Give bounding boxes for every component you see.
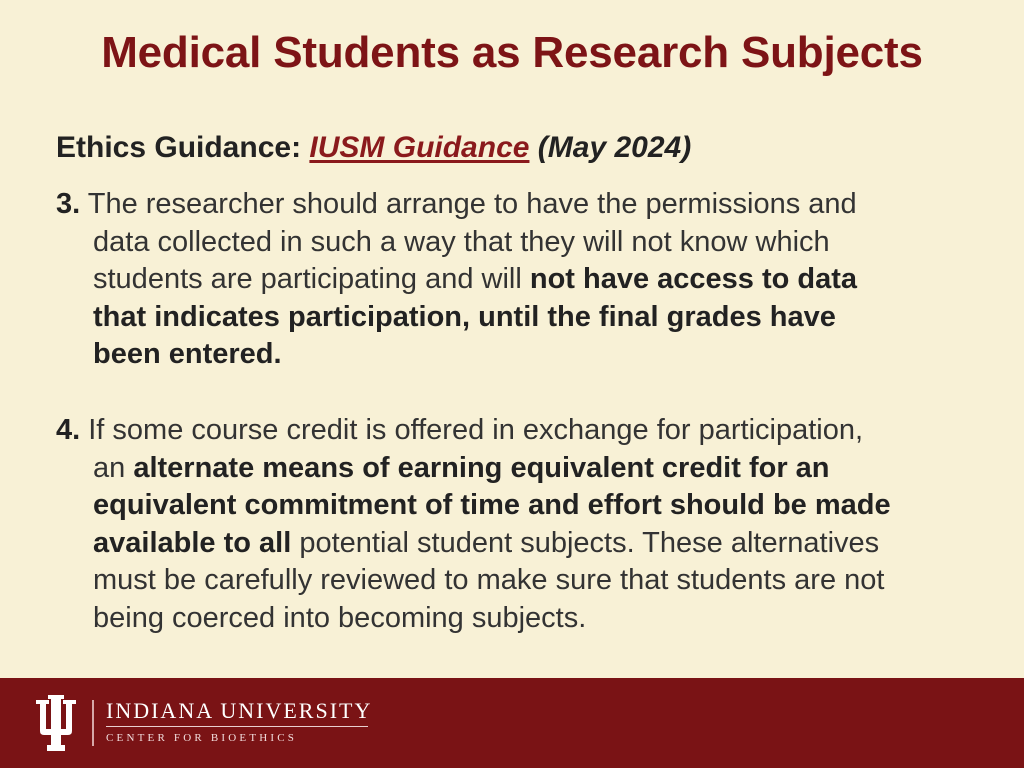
item-emphasis: alternate means of earning equivalent credit for an: [133, 451, 830, 484]
item-emphasis-line: been entered.: [93, 338, 282, 371]
logo-divider: [92, 700, 94, 746]
item-text: an: [93, 451, 134, 484]
slide-title: Medical Students as Research Subjects: [101, 28, 923, 77]
guidance-date: (May 2024): [537, 131, 692, 164]
logo-underline: [106, 726, 368, 727]
item-text: The researcher should arrange to have the permissions and: [87, 188, 857, 220]
center-name: CENTER FOR BIOETHICS: [106, 732, 298, 744]
footer-band: [0, 678, 1024, 768]
item-emphasis: available to all: [93, 526, 292, 559]
item-text: potential student subjects. These alternatives: [291, 526, 880, 559]
item-number: 3.: [56, 188, 81, 220]
guidance-item-3: [56, 186, 966, 374]
item-emphasis-line: that indicates participation, until the final grades have: [93, 300, 836, 333]
item-emphasis: not have access to data: [529, 263, 858, 296]
ethics-guidance-heading: [56, 131, 691, 165]
guidance-item-4: [56, 412, 966, 638]
item-emphasis-line: equivalent commitment of time and effort should be made: [93, 489, 891, 522]
item-line: must be carefully reviewed to make sure that students are not: [93, 564, 885, 597]
item-line: data collected in such a way that they will not know which: [93, 225, 830, 258]
item-text: If some course credit is offered in exchange for participation,: [88, 414, 864, 446]
item-line: being coerced into becoming subjects.: [93, 601, 587, 634]
item-text: students are participating and will: [93, 263, 530, 296]
iu-trident-icon: [36, 695, 76, 751]
item-line: [56, 186, 966, 224]
university-name: INDIANA UNIVERSITY: [106, 698, 373, 723]
item-line: [56, 450, 966, 488]
guidance-label: Ethics Guidance:: [56, 131, 302, 164]
item-line: [56, 412, 966, 450]
item-line: [56, 261, 966, 299]
iusm-guidance-link[interactable]: IUSM Guidance: [309, 131, 530, 164]
item-line: [56, 525, 966, 563]
item-number: 4.: [56, 414, 81, 446]
